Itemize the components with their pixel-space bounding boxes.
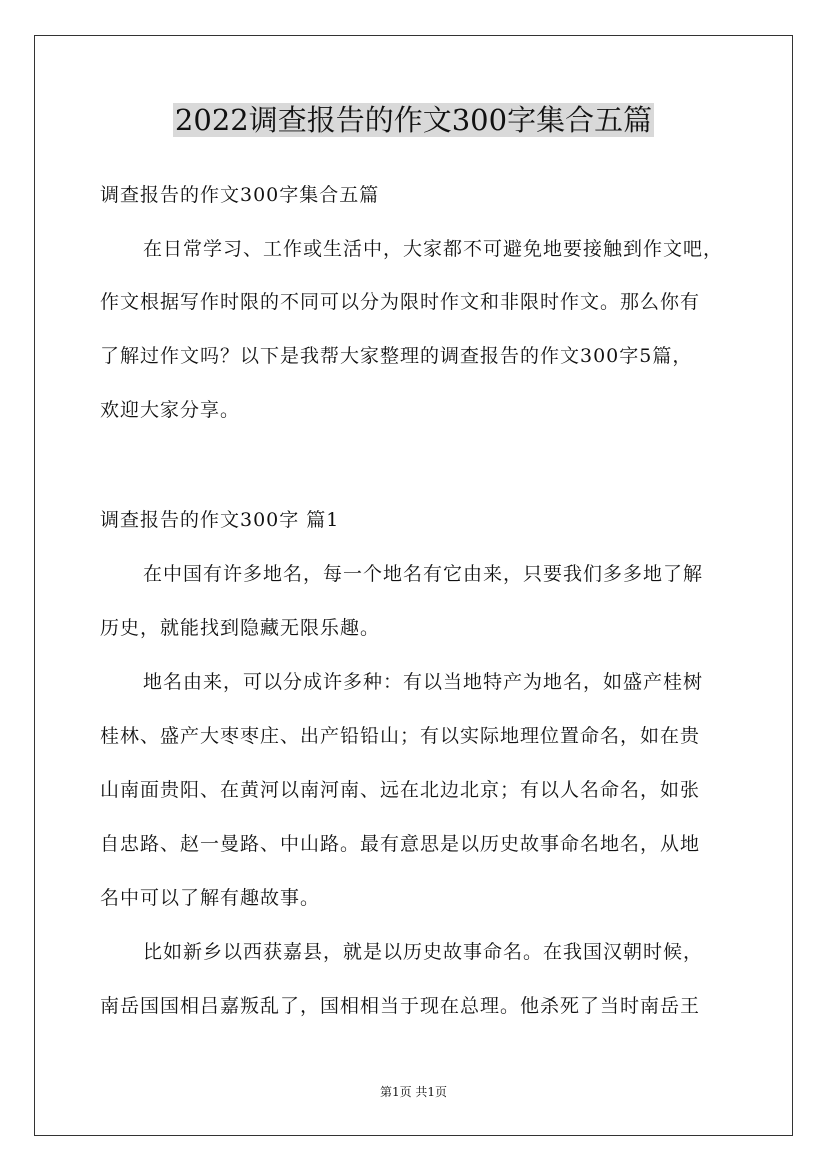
body-line: 山南面贵阳、在黄河以南河南、远在北边北京；有以人名命名，如张 <box>100 779 701 801</box>
body-line: 南岳国国相吕嘉叛乱了，国相相当于现在总理。他杀死了当时南岳王 <box>100 995 701 1017</box>
subtitle: 调查报告的作文300字集合五篇 <box>100 184 380 206</box>
body-line: 桂林、盛产大枣枣庄、出产铅铅山；有以实际地理位置命名，如在贵 <box>100 725 701 747</box>
document-title-text: 2022调查报告的作文300字集合五篇 <box>174 103 653 137</box>
body-line: 自忠路、赵一曼路、中山路。最有意思是以历史故事命名地名，从地 <box>100 833 701 855</box>
document-title <box>0 98 827 142</box>
intro-line: 在日常学习、工作或生活中，大家都不可避免地要接触到作文吧， <box>143 238 724 260</box>
intro-line: 欢迎大家分享。 <box>100 399 241 421</box>
body-line: 在中国有许多地名，每一个地名有它由来，只要我们多多地了解 <box>143 563 704 585</box>
body-line: 名中可以了解有趣故事。 <box>100 887 321 909</box>
page-number: 第1页 共1页 <box>379 1085 448 1099</box>
intro-line: 了解过作文吗？以下是我帮大家整理的调查报告的作文300字5篇， <box>100 345 693 367</box>
body-line: 历史，就能找到隐藏无限乐趣。 <box>100 617 381 639</box>
section-heading: 调查报告的作文300字 篇1 <box>100 509 340 531</box>
body-line: 比如新乡以西获嘉县，就是以历史故事命名。在我国汉朝时候， <box>143 941 704 963</box>
body-line: 地名由来，可以分成许多种：有以当地特产为地名，如盛产桂树 <box>143 671 704 693</box>
intro-line: 作文根据写作时限的不同可以分为限时作文和非限时作文。那么你有 <box>100 291 701 313</box>
